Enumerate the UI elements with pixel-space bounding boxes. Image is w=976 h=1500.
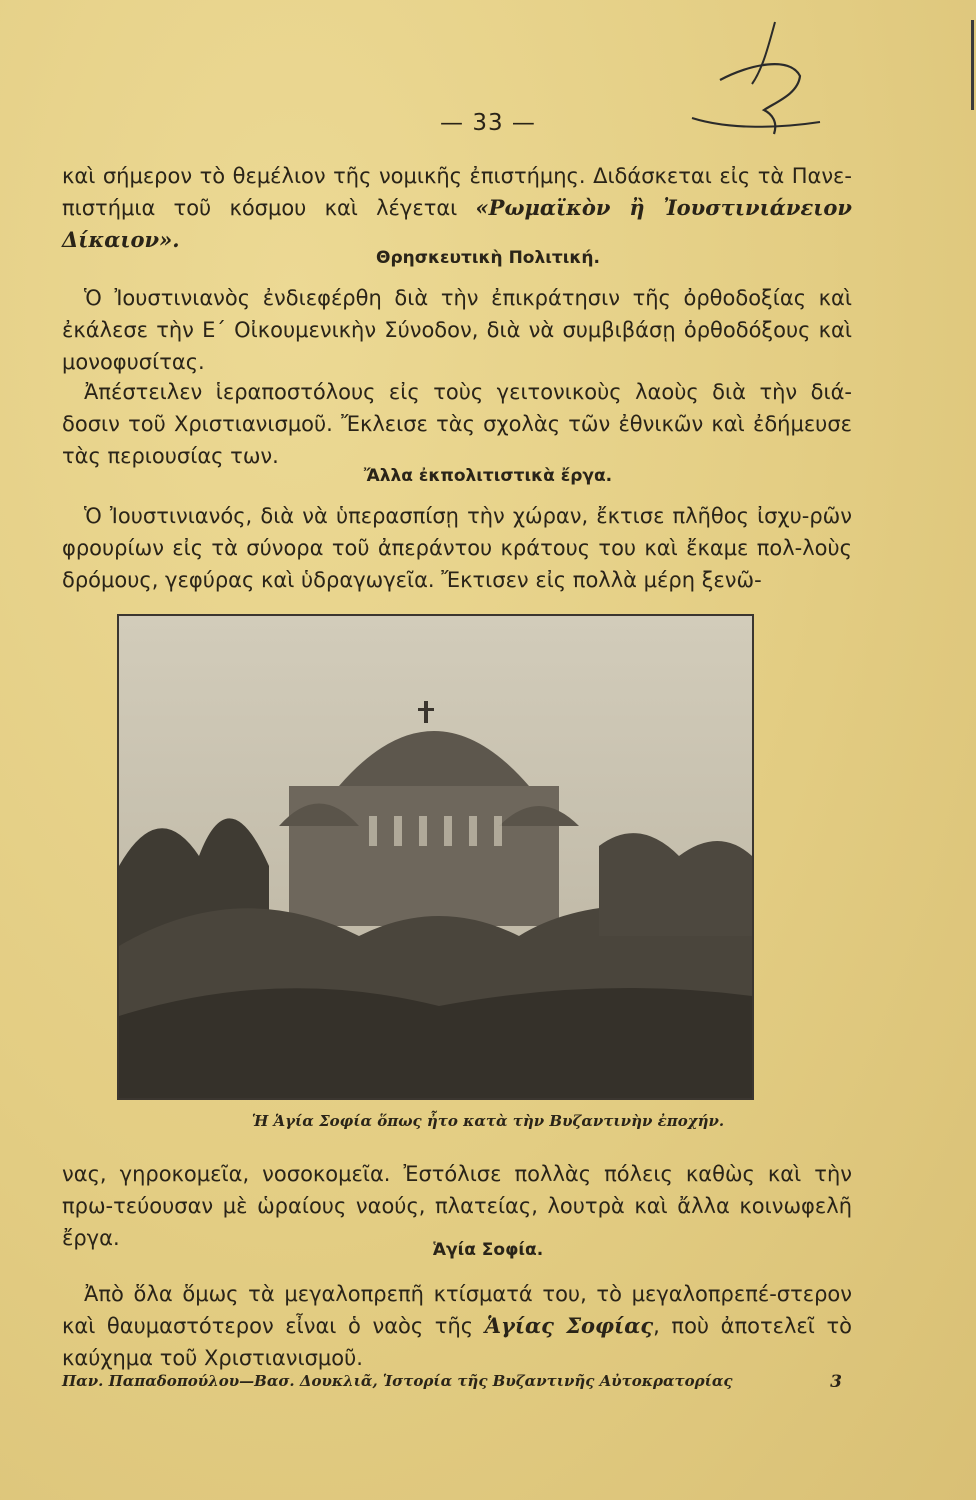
paragraph-1-text: καὶ σήμερον τὸ θεμέλιον τῆς νομικῆς ἐπιστήμης. Διδάσκεται εἰς τὰ Πανε-πιστήμια τοῦ κόσμου καὶ λέγεται (62, 164, 852, 220)
section-heading-other-works: Ἄλλα ἐκπολιτιστικὰ ἔργα. (363, 466, 613, 486)
figure-caption: Ἡ Ἁγία Σοφία ὅπως ἦτο κατὰ τὴν Βυζαντινὴν ἐποχήν. (251, 1112, 725, 1130)
paragraph-6-italic: Ἁγίας Σοφίας (484, 1313, 654, 1338)
paragraph-1-italic: «Ρωμαϊκὸν ἢ Ἰουστινιάνειον Δίκαιον». (62, 195, 852, 252)
page-edge-mark (971, 20, 974, 110)
paragraph-2: Ὁ Ἰουστινιανὸς ἐνδιεφέρθη διὰ τὴν ἐπικράτησιν τῆς ὀρθοδοξίας καὶ ἐκάλεσε τὴν Ε΄ Οἰκουμενικὴν Σύνοδον, διὰ νὰ συμβιβάσῃ ὀρθοδόξους καὶ μονοφυσίτας. (62, 286, 852, 374)
page-number: — 33 — (440, 110, 536, 136)
paragraph-4: Ὁ Ἰουστινιανός, διὰ νὰ ὑπερασπίσῃ τὴν χώραν, ἔκτισε πλῆθος ἰσχυ-ρῶν φρουρίων εἰς τὰ σύνορα τοῦ ἀπεράντου κράτους του καὶ ἔκαμε πολ-λοὺς δρόμους, γεφύρας καὶ ὑδραγωγεῖα. Ἔκτισεν εἰς πολλὰ μέρη ξενῶ- (62, 504, 852, 592)
paragraph-5: νας, γηροκομεῖα, νοσοκομεῖα. Ἐστόλισε πολλὰς πόλεις καθὼς καὶ τὴν πρω-τεύουσαν μὲ ὡραίους ναούς, πλατείας, λουτρὰ καὶ ἄλλα κοινωφελῆ ἔργα. (62, 1162, 852, 1250)
page-footer (62, 1372, 842, 1390)
section-heading-religious-policy: Θρησκευτικὴ Πολιτική. (376, 248, 600, 268)
paragraph-6-text-end: , ποὺ ἀποτελεῖ τὸ καύχημα τοῦ Χριστιανισμοῦ. (62, 1314, 852, 1370)
paragraph-3: Ἀπέστειλεν ἱεραποστόλους εἰς τοὺς γειτονικοὺς λαοὺς διὰ τὴν διά-δοσιν τοῦ Χριστιανισμοῦ. Ἔκλεισε τὰς σχολὰς τῶν ἐθνικῶν καὶ ἐδήμευσε τὰς περιουσίας των. (62, 380, 852, 468)
hagia-sophia-photo (117, 614, 754, 1100)
section-heading-hagia-sophia: Ἁγία Σοφία. (432, 1240, 544, 1260)
paragraph-1 (62, 160, 852, 256)
footer-citation: Παν. Παπαδοπούλου—Βασ. Δουκλιᾶ, Ἱστορία τῆς Βυζαντινῆς Αὐτοκρατορίας (62, 1372, 733, 1390)
paragraph-6 (62, 1278, 852, 1374)
footer-signature: 3 (830, 1372, 842, 1392)
paragraph-6-text: Ἀπὸ ὅλα ὅμως τὰ μεγαλοπρεπῆ κτίσματά του, τὸ μεγαλοπρεπέ-στερον καὶ θαυμαστότερον εἶναι ὁ ναὸς τῆς (62, 1282, 852, 1338)
